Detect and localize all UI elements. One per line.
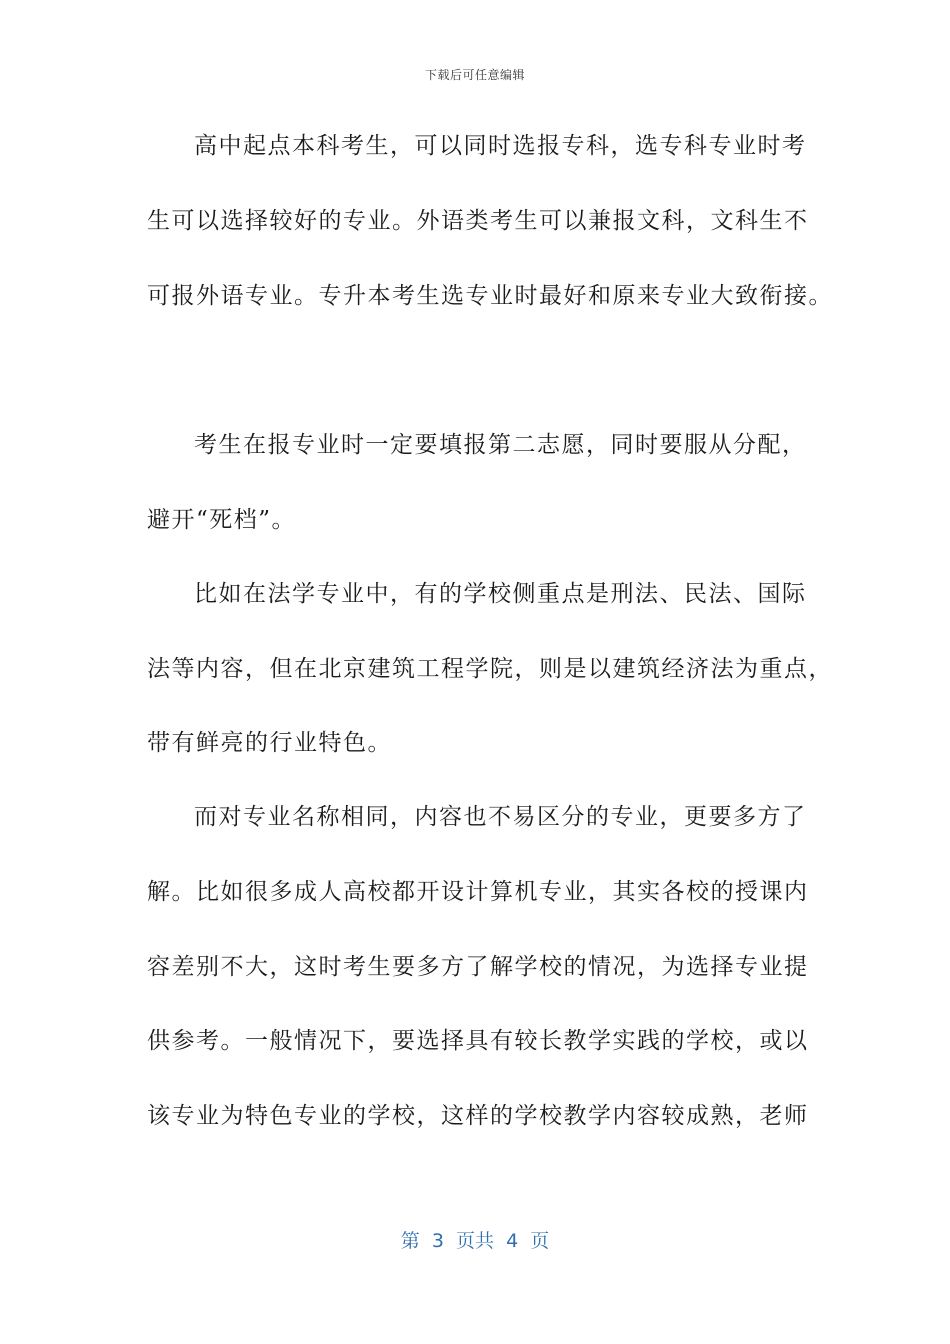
paragraph-4-line-4: 供参考。一般情况下，要选择具有较长教学实践的学校，或以 [147, 1028, 809, 1054]
paragraph-4-line-3: 容差别不大，这时考生要多方了解学校的情况，为选择专业提 [147, 954, 809, 980]
paragraph-4-line-5: 该专业为特色专业的学校，这样的学校教学内容较成熟，老师 [147, 1103, 809, 1129]
paragraph-3-line-3: 带有鲜亮的行业特色。 [147, 730, 392, 756]
page-number-footer: 第 3 页共 4 页 [400, 1230, 550, 1252]
paragraph-2-line-1: 考生在报专业时一定要填报第二志愿，同时要服从分配， [194, 432, 807, 458]
paragraph-4-line-1: 而对专业名称相同，内容也不易区分的专业，更要多方了 [194, 804, 807, 830]
paragraph-1-line-1: 高中起点本科考生，可以同时选报专科，选专科专业时考 [194, 133, 807, 159]
paragraph-1-line-2: 生可以选择较好的专业。外语类考生可以兼报文科，文科生不 [147, 208, 809, 234]
paragraph-3-line-2: 法等内容，但在北京建筑工程学院，则是以建筑经济法为重点， [147, 656, 833, 682]
paragraph-3-line-1: 比如在法学专业中，有的学校侧重点是刑法、民法、国际 [194, 581, 807, 607]
page-header: 下载后可任意编辑 [424, 68, 525, 82]
paragraph-1-line-3: 可报外语专业。专升本考生选专业时最好和原来专业大致衔接。 [147, 283, 833, 309]
paragraph-4-line-2: 解。比如很多成人高校都开设计算机专业，其实各校的授课内 [147, 879, 809, 905]
paragraph-2-line-2: 避开“死档”。 [147, 507, 297, 533]
